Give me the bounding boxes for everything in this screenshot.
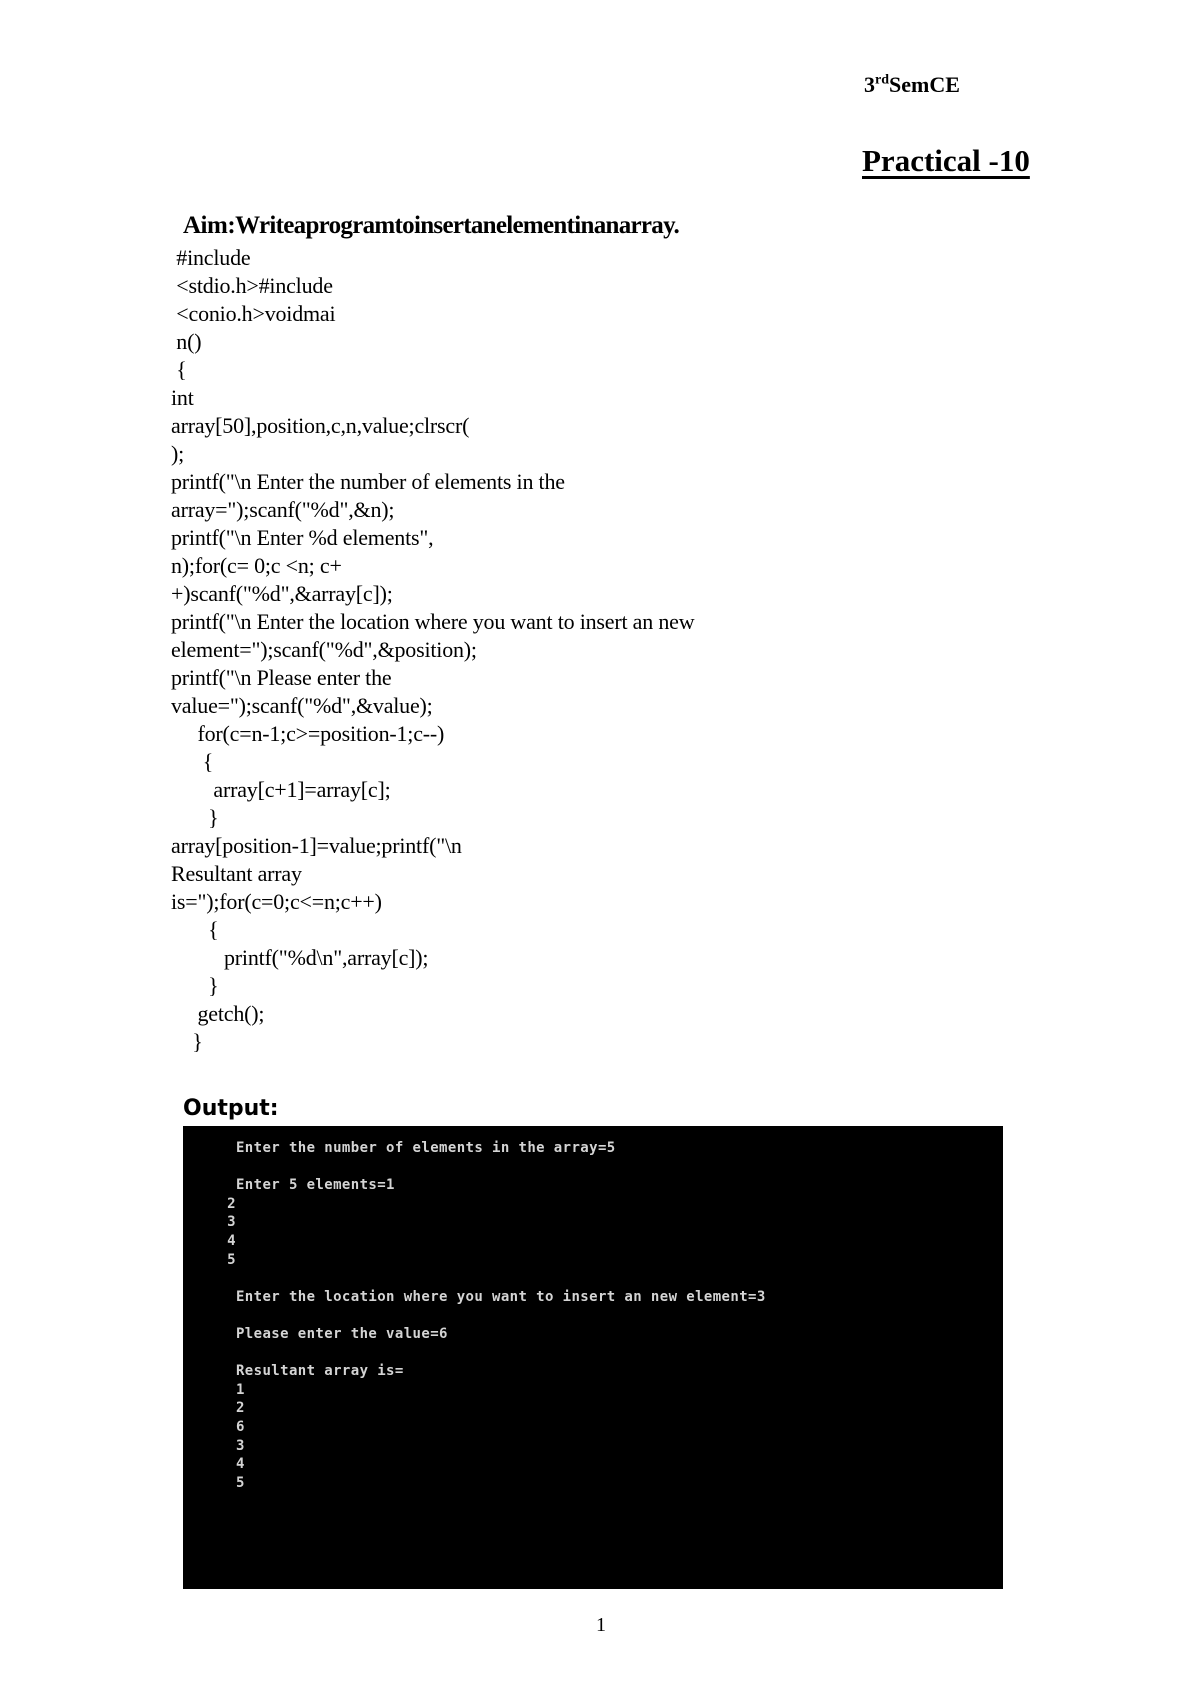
code-line: array=");scanf("%d",&n); xyxy=(171,497,395,522)
code-line: printf("\n Enter the location where you want to insert an new xyxy=(171,609,695,634)
code-line: } xyxy=(171,1029,203,1054)
code-line: getch(); xyxy=(171,1001,265,1026)
console-line: 5 xyxy=(183,1474,245,1491)
code-line: printf("%d\n",array[c]); xyxy=(171,945,429,970)
console-line xyxy=(183,1344,1003,1363)
aim-label: Aim: xyxy=(183,212,236,239)
code-line: array[position-1]=value;printf("\n xyxy=(171,833,462,858)
output-label: Output: xyxy=(183,1096,279,1121)
code-line: n);for(c= 0;c <n; c+ xyxy=(171,553,342,578)
page-title: Practical -10 xyxy=(862,143,1030,178)
code-line: printf("\n Enter the number of elements in the xyxy=(171,469,565,494)
console-line xyxy=(183,1306,1003,1325)
code-line: { xyxy=(171,917,219,942)
console-line xyxy=(183,1158,1003,1177)
console-line: 1 xyxy=(183,1381,245,1398)
code-line: printf("\n Please enter the xyxy=(171,665,392,690)
code-line: } xyxy=(171,805,219,830)
code-line: printf("\n Enter %d elements", xyxy=(171,525,434,550)
semester-text: SemCE xyxy=(889,72,960,97)
aim-line xyxy=(183,212,679,240)
console-line: 6 xyxy=(183,1418,245,1435)
code-line: element=");scanf("%d",&position); xyxy=(171,637,477,662)
console-line: 2 xyxy=(183,1195,236,1212)
console-line: Enter the location where you want to insert an new element=3 xyxy=(183,1288,766,1305)
console-line: 4 xyxy=(183,1232,236,1249)
console-line: 5 xyxy=(183,1251,236,1268)
semester-label xyxy=(864,72,960,98)
code-line: Resultant array xyxy=(171,861,302,886)
code-line: int xyxy=(171,385,194,410)
page-number: 1 xyxy=(596,1614,606,1636)
console-line: 2 xyxy=(183,1400,245,1417)
console-line: 3 xyxy=(183,1437,245,1454)
code-line: } xyxy=(171,973,219,998)
console-line: 3 xyxy=(183,1214,236,1231)
aim-text: Writeaprogramtoinsertanelementinanarray. xyxy=(235,212,680,239)
code-block xyxy=(171,244,694,1056)
semester-suffix-sup: rd xyxy=(875,72,889,88)
code-line: <stdio.h>#include xyxy=(171,273,333,298)
console-line: 4 xyxy=(183,1456,245,1473)
code-line: +)scanf("%d",&array[c]); xyxy=(171,581,393,606)
console-output-screenshot xyxy=(183,1126,1003,1589)
console-line xyxy=(183,1269,1003,1288)
code-line: { xyxy=(171,357,187,382)
code-line: ); xyxy=(171,441,185,466)
console-line: Enter 5 elements=1 xyxy=(183,1177,395,1194)
console-line: Please enter the value=6 xyxy=(183,1325,448,1342)
code-line: array[c+1]=array[c]; xyxy=(171,777,391,802)
console-line: Resultant array is= xyxy=(183,1363,404,1380)
code-line: array[50],position,c,n,value;clrscr( xyxy=(171,413,470,438)
code-line: <conio.h>voidmai xyxy=(171,301,336,326)
code-line: #include xyxy=(171,245,251,270)
code-line: { xyxy=(171,749,214,774)
semester-number: 3 xyxy=(864,72,875,97)
code-line: is=");for(c=0;c<=n;c++) xyxy=(171,889,382,914)
console-line: Enter the number of elements in the array=5 xyxy=(183,1140,616,1156)
code-line: for(c=n-1;c>=position-1;c--) xyxy=(171,721,445,746)
code-line: value=");scanf("%d",&value); xyxy=(171,693,433,718)
code-line: n() xyxy=(171,329,202,354)
